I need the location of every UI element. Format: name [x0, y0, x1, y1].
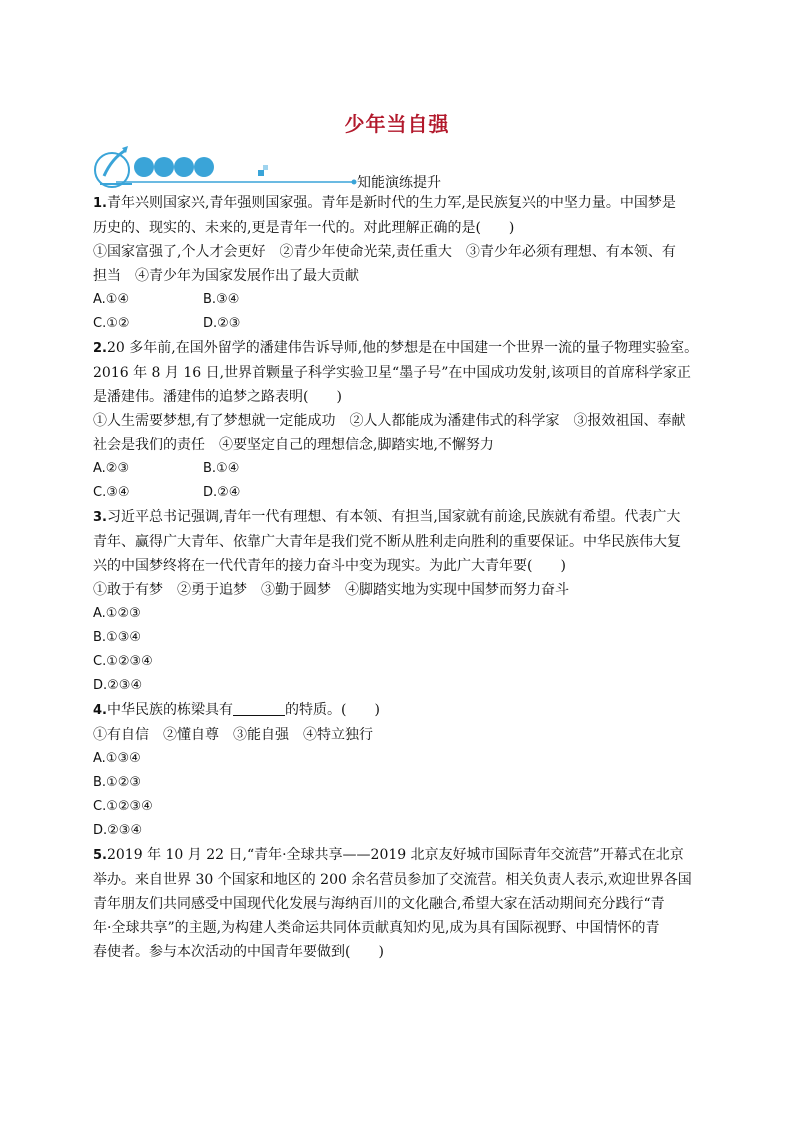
question-3 — [93, 505, 713, 698]
question-stem: 兴的中国梦终将在一代代青年的接力奋斗中变为现实。为此广大青年要( ) — [93, 558, 566, 574]
question-number: 4. — [93, 703, 107, 718]
question-stem: 的特质。( ) — [284, 702, 380, 718]
statement-line: ①敢于有梦 ②勇于追梦 ③勤于圆梦 ④脚踏实地为实现中国梦而努力奋斗 — [93, 582, 569, 598]
question-number: 2. — [93, 341, 107, 356]
question-5 — [93, 843, 713, 964]
option-b[interactable]: B.①④ — [203, 461, 240, 476]
option-d[interactable]: D.②③④ — [93, 823, 143, 838]
question-stem: 2019 年 10 月 22 日,“青年·全球共享——2019 北京友好城市国际青年交流营”开幕式在北京 — [106, 847, 684, 863]
option-d[interactable]: D.②③④ — [93, 678, 143, 693]
question-stem: 中华民族的栋梁具有 — [106, 702, 233, 718]
option-b[interactable]: B.①③④ — [93, 630, 142, 645]
option-c[interactable]: C.①②③④ — [93, 654, 153, 669]
question-list — [93, 191, 713, 964]
question-number: 5. — [93, 848, 107, 863]
question-number: 1. — [93, 196, 107, 211]
question-stem: 习近平总书记强调,青年一代有理想、有本领、有担当,国家就有前途,民族就有希望。代表广大 — [106, 509, 681, 525]
option-d[interactable]: D.②④ — [203, 485, 241, 500]
question-number: 3. — [93, 510, 107, 525]
page-title: 少年当自强 — [344, 112, 450, 136]
statement-line: 社会是我们的责任 ④要坚定自己的理想信念,脚踏实地,不懈努力 — [93, 437, 494, 453]
brush-logo-icon — [95, 146, 132, 187]
question-stem: 2016 年 8 月 16 日,世界首颗量子科学实验卫星“墨子号”在中国成功发射,该项目的首席科学家正 — [93, 365, 691, 381]
question-4 — [93, 698, 713, 843]
square-deco-icon — [258, 165, 268, 176]
option-b[interactable]: B.①②③ — [93, 775, 142, 790]
statement-line: ①有自信 ②懂自尊 ③能自强 ④特立独行 — [93, 727, 373, 743]
option-a[interactable]: A.①②③ — [93, 606, 141, 621]
option-a[interactable]: A.①④ — [93, 292, 130, 307]
answer-blank[interactable] — [233, 701, 285, 716]
option-c[interactable]: C.①② — [93, 316, 130, 331]
option-a[interactable]: A.①③④ — [93, 751, 141, 766]
section-label: 知能演练提升 — [357, 175, 441, 191]
option-c[interactable]: C.①②③④ — [93, 799, 153, 814]
question-stem: 青年、赢得广大青年、依靠广大青年是我们党不断从胜利走向胜利的重要保证。中华民族伟大复 — [93, 534, 681, 550]
option-a[interactable]: A.②③ — [93, 461, 130, 476]
option-b[interactable]: B.③④ — [203, 292, 240, 307]
question-stem: 是潘建伟。潘建伟的追梦之路表明( ) — [93, 389, 342, 405]
statement-line: ①人生需要梦想,有了梦想就一定能成功 ②人人都能成为潘建伟式的科学家 ③报效祖国、奉献 — [93, 413, 686, 429]
question-stem: 青年朋友们共同感受中国现代化发展与海纳百川的文化融合,希望大家在活动期间充分践行“青 — [93, 896, 665, 912]
question-2 — [93, 336, 713, 505]
question-1 — [93, 191, 713, 336]
option-d[interactable]: D.②③ — [203, 316, 241, 331]
banner-dots-icon — [134, 157, 214, 177]
question-stem: 青年兴则国家兴,青年强则国家强。青年是新时代的生力军,是民族复兴的中坚力量。中国梦是 — [106, 195, 676, 211]
option-c[interactable]: C.③④ — [93, 485, 130, 500]
question-stem: 年·全球共享”的主题,为构建人类命运共同体贡献真知灼见,成为具有国际视野、中国情怀的青 — [93, 920, 660, 936]
question-stem: 举办。来自世界 30 个国家和地区的 200 余名营员参加了交流营。相关负责人表示,欢迎世界各国 — [93, 872, 692, 888]
statement-line: ①国家富强了,个人才会更好 ②青少年使命光荣,责任重大 ③青少年必须有理想、有本领、有 — [93, 244, 676, 260]
question-stem: 历史的、现实的、未来的,更是青年一代的。对此理解正确的是( ) — [93, 220, 515, 236]
statement-line: 担当 ④青少年为国家发展作出了最大贡献 — [93, 268, 359, 284]
question-stem: 春使者。参与本次活动的中国青年要做到( ) — [93, 944, 384, 960]
question-stem: 20 多年前,在国外留学的潘建伟告诉导师,他的梦想是在中国建一个世界一流的量子物理实验室。 — [106, 340, 699, 356]
